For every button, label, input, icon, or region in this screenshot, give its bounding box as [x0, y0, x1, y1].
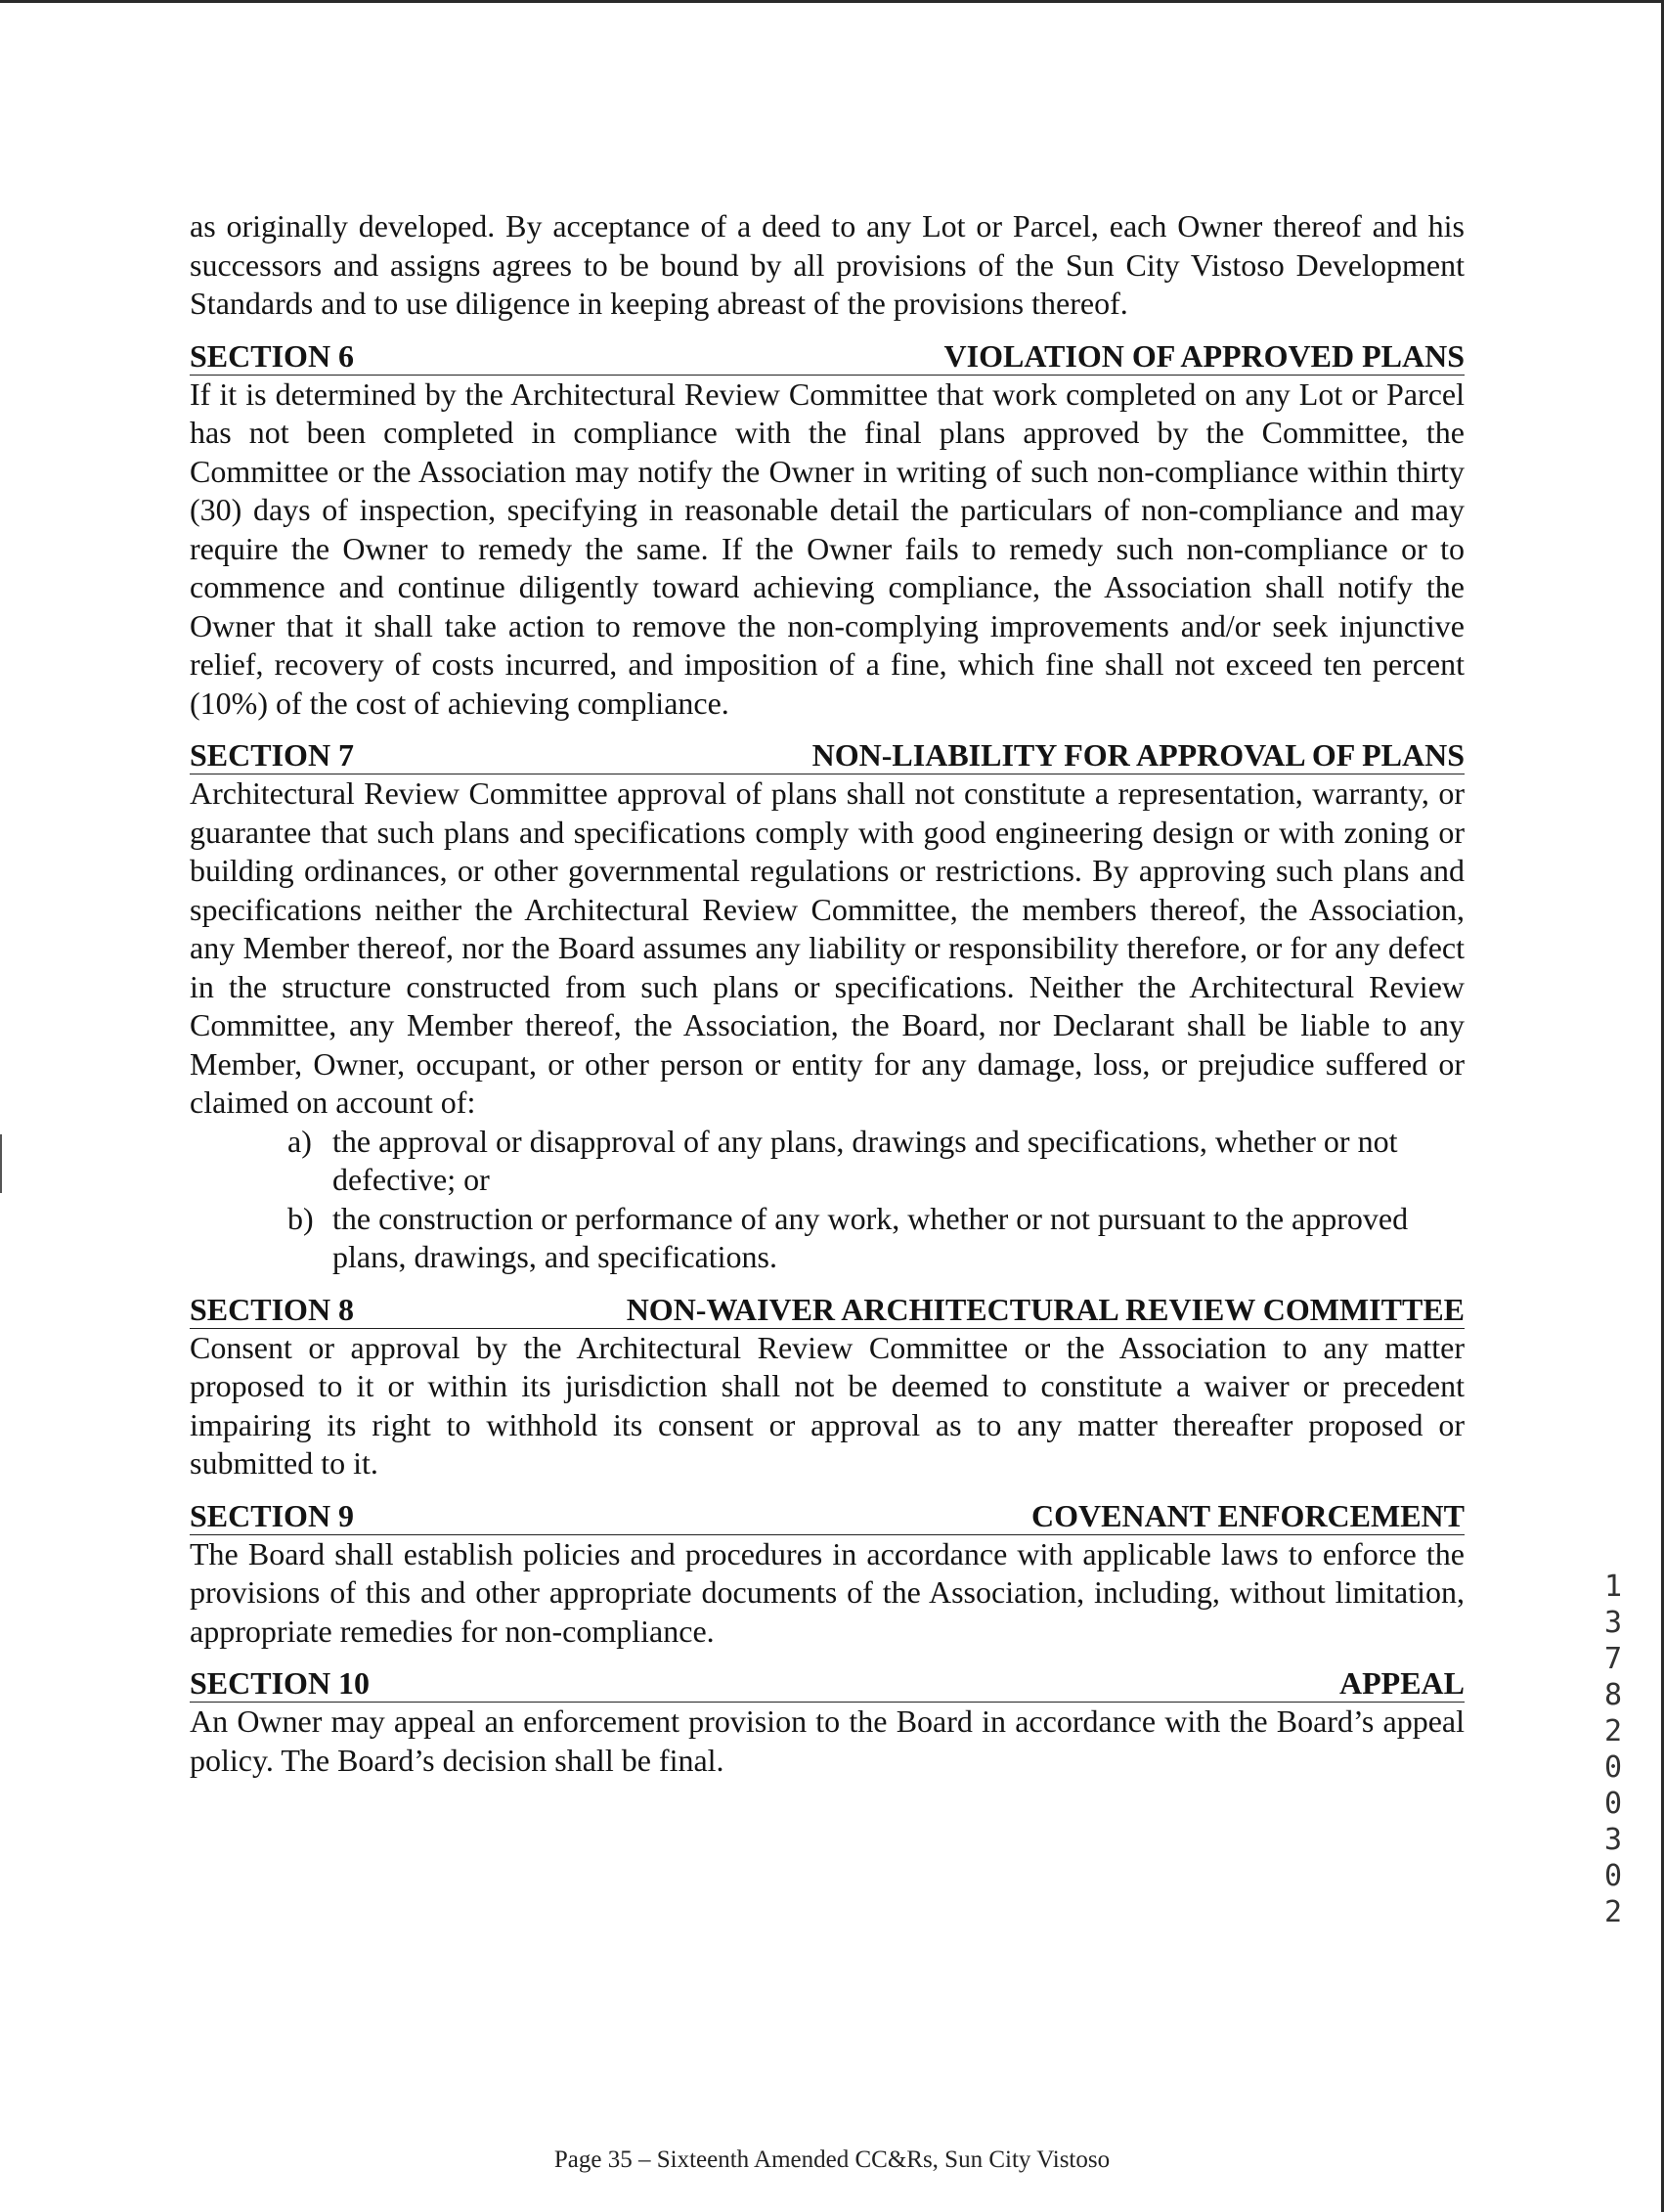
- section-heading: [190, 1664, 1465, 1703]
- list-text: the approval or disapproval of any plans, drawings and specifications, whether or not defective; or: [332, 1123, 1398, 1197]
- section-number: SECTION 10: [190, 1665, 371, 1701]
- scan-edge-top: [0, 0, 1664, 3]
- list-item: [287, 1123, 1465, 1200]
- stamp-digit: 0: [1603, 1859, 1623, 1893]
- section-title: NON-LIABILITY FOR APPROVAL OF PLANS: [811, 737, 1465, 773]
- section-body: The Board shall establish policies and procedures in accordance with applicable laws to enforce the provisions of this and other appropriate documents of the Association, including, without limitation, appropriate remedies for non-compliance.: [190, 1535, 1465, 1649]
- list-marker: b): [287, 1200, 314, 1236]
- section-10: [190, 1664, 1465, 1780]
- stamp-digit: 7: [1603, 1642, 1623, 1676]
- section-9: [190, 1497, 1465, 1652]
- section-title: VIOLATION OF APPROVED PLANS: [943, 337, 1465, 374]
- section-8: [190, 1291, 1465, 1483]
- page-footer: Page 35 – Sixteenth Amended CC&Rs, Sun City Vistoso: [553, 2146, 1111, 2173]
- recording-stamp: [1596, 1569, 1631, 1930]
- stamp-digit: 0: [1603, 1750, 1623, 1785]
- stamp-digit: 3: [1603, 1606, 1623, 1640]
- section-body: Architectural Review Committee approval of plans shall not constitute a representation, warranty, or guarantee that such plans and specifications comply with good engineering design or with zoning or building ordinances, or other governmental regulations or restrictions. By approving such plans and specifications neither the Architectural Review Committee, the members thereof, the Association, any Member thereof, nor the Board assumes any liability or responsibility therefore, or for any defect in the structure constructed from such plans or specifications. Neither the Architectural Review Committee, any Member thereof, the Association, the Board, nor Declarant shall be liable to any Member, Owner, occupant, or other person or entity for any damage, loss, or prejudice suffered or claimed on account of:: [190, 775, 1465, 1120]
- section-heading: [190, 1497, 1465, 1535]
- stamp-digit: 0: [1603, 1787, 1623, 1821]
- document-body: [190, 207, 1465, 1780]
- section-title: APPEAL: [1339, 1665, 1465, 1701]
- section-number: SECTION 8: [190, 1291, 355, 1327]
- section-list: [190, 1123, 1465, 1277]
- section-7: [190, 736, 1465, 1277]
- section-number: SECTION 9: [190, 1497, 355, 1533]
- section-body: If it is determined by the Architectural Review Committee that work completed on any Lot or Parcel has not been completed in compliance with the final plans approved by the Committee, the Committee or the Association may notify the Owner in writing of such non-compliance within thirty (30) days of inspection, specifying in reasonable detail the particulars of non-compliance and may require the Owner to remedy the same. If the Owner fails to remedy such non-compliance or to commence and continue diligently toward achieving compliance, the Association shall notify the Owner that it shall take action to remove the non-complying improvements and/or seek injunctive relief, recovery of costs incurred, and imposition of a fine, which fine shall not exceed ten percent (10%) of the cost of achieving compliance.: [190, 376, 1465, 721]
- section-6: [190, 337, 1465, 724]
- intro-paragraph: as originally developed. By acceptance of a deed to any Lot or Parcel, each Owner thereof and his successors and assigns agrees to be bound by all provisions of the Sun City Vistoso Development Standards and to use diligence in keeping abreast of the provisions thereof.: [190, 208, 1465, 321]
- section-number: SECTION 6: [190, 337, 355, 374]
- section-heading: [190, 337, 1465, 376]
- stamp-digit: 3: [1603, 1823, 1623, 1857]
- stamp-digit: 2: [1603, 1714, 1623, 1748]
- section-number: SECTION 7: [190, 737, 355, 773]
- section-heading: [190, 1291, 1465, 1329]
- list-text: the construction or performance of any work, whether or not pursuant to the approved plans, drawings, and specifications.: [332, 1200, 1409, 1274]
- list-marker: a): [287, 1123, 312, 1159]
- list-item: [287, 1200, 1465, 1277]
- stamp-digit: 1: [1603, 1570, 1623, 1604]
- section-heading: [190, 736, 1465, 774]
- stamp-digit: 2: [1603, 1895, 1623, 1929]
- section-title: NON-WAIVER ARCHITECTURAL REVIEW COMMITTEE: [626, 1291, 1465, 1327]
- section-body: Consent or approval by the Architectural Review Committee or the Association to any matter proposed to it or within its jurisdiction shall not be deemed to constitute a waiver or precedent impairing its right to withhold its consent or approval as to any matter thereafter proposed or submitted to it.: [190, 1329, 1465, 1481]
- section-title: COVENANT ENFORCEMENT: [1031, 1497, 1465, 1533]
- scan-margin-mark: [0, 1134, 2, 1193]
- section-body: An Owner may appeal an enforcement provision to the Board in accordance with the Board’s appeal policy. The Board’s decision shall be final.: [190, 1703, 1465, 1778]
- stamp-digit: 8: [1603, 1678, 1623, 1712]
